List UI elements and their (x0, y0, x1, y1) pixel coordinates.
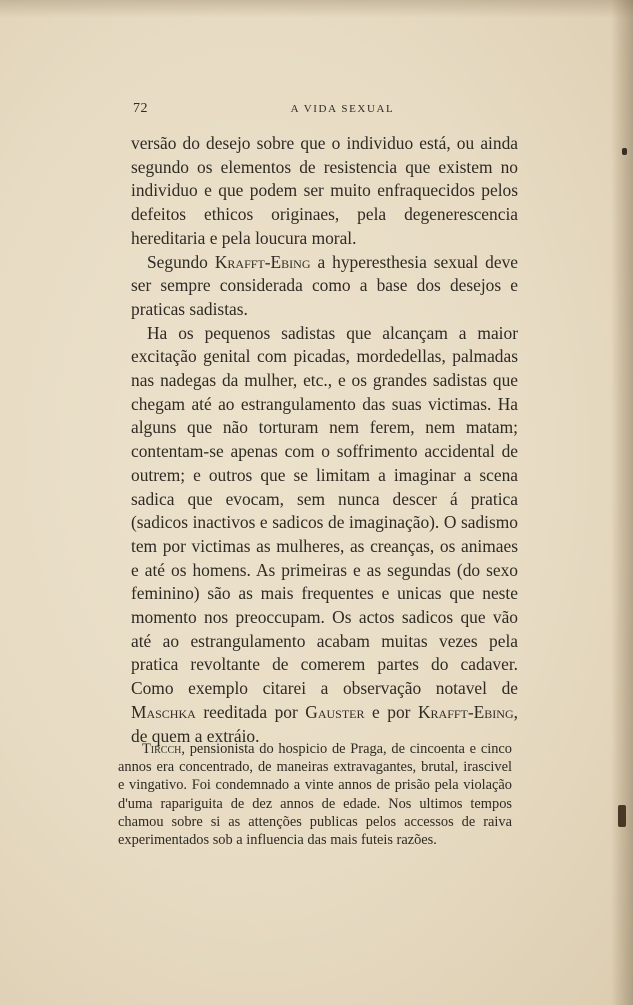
case-observation (118, 740, 512, 849)
author-name-maschka: Maschka (131, 701, 196, 722)
running-title: A VIDA SEXUAL (290, 103, 395, 115)
case-paragraph (118, 740, 512, 849)
margin-mark-1 (622, 148, 627, 155)
paragraph-2-text-a: Segundo (147, 251, 215, 272)
paragraph-3-text-c: e por (364, 701, 418, 722)
paragraph-continuation (131, 132, 518, 251)
main-text (131, 132, 518, 748)
margin-mark-2 (618, 805, 626, 827)
patient-name: Tircch (142, 741, 182, 757)
paragraph-3-text-d: , de quem a extráio. (131, 701, 518, 746)
paragraph-1-text: versão do desejo sobre que o individuo está, ou ainda segundo os elementos de resistencia que existem no individuo e que podem ser muito enfraquecidos pelos defeitos ethicos originaes, pela degenerescencia hereditaria e pela loucura moral. (131, 133, 518, 248)
page-top-shadow (0, 0, 633, 18)
case-text: , pensionista do hospicio de Praga, de cincoenta e cinco annos era concentrado, de maneiras extravagantes, brutal, irascivel e vingativo. Foi condemnado a vinte annos de prisão pela violação d'uma rapariguita de dez annos de edade. Nos ultimos tempos chamou sobre si as attenções publicas pelos accessos de raiva experimentados sob a influencia das mais futeis razões. (118, 741, 512, 849)
author-name-krafft-ebing: Krafft-Ebing (214, 251, 311, 272)
running-head (133, 101, 518, 121)
page-number: 72 (133, 101, 148, 116)
paragraph-2-text-b: a hyperesthesia sexual deve ser sempre considerada como a base dos desejos e praticas sadistas. (131, 251, 518, 319)
paragraph-3-text-a: Ha os pequenos sadistas que alcançam a maior excitação genital com picadas, mordedellas, palmadas nas nadegas da mulher, etc., e os grandes sadistas que chegam até ao estrangulamento das suas victimas. Ha alguns que não torturam nem ferem, nem matam; contentam-se apenas com o soffrimento accidental de outrem; e outros que se limitam a imaginar a scena sadica que evocam, sem nunca descer á pratica (sadicos inactivos e sadicos de imaginação). O sadismo tem por victimas as mulheres, as creanças, os animaes e até os homens. As primeiras e as segundas (do sexo feminino) são as mais frequentes e unicas que neste momento nos preoccupam. Os actos sadicos que vão até ao estrangulamento acabam muitas vezes pela pratica revoltante de comerem partes do cadaver. Como exemplo citarei a observação notavel de (131, 322, 518, 699)
paragraph-krafft-ebing (131, 251, 518, 322)
paragraph-3-text-b: reeditada por (195, 701, 306, 722)
paragraph-sadistas (131, 322, 518, 749)
author-name-krafft-ebing-2: Krafft-Ebing (417, 701, 514, 722)
author-name-gauster: Gauster (305, 701, 365, 722)
